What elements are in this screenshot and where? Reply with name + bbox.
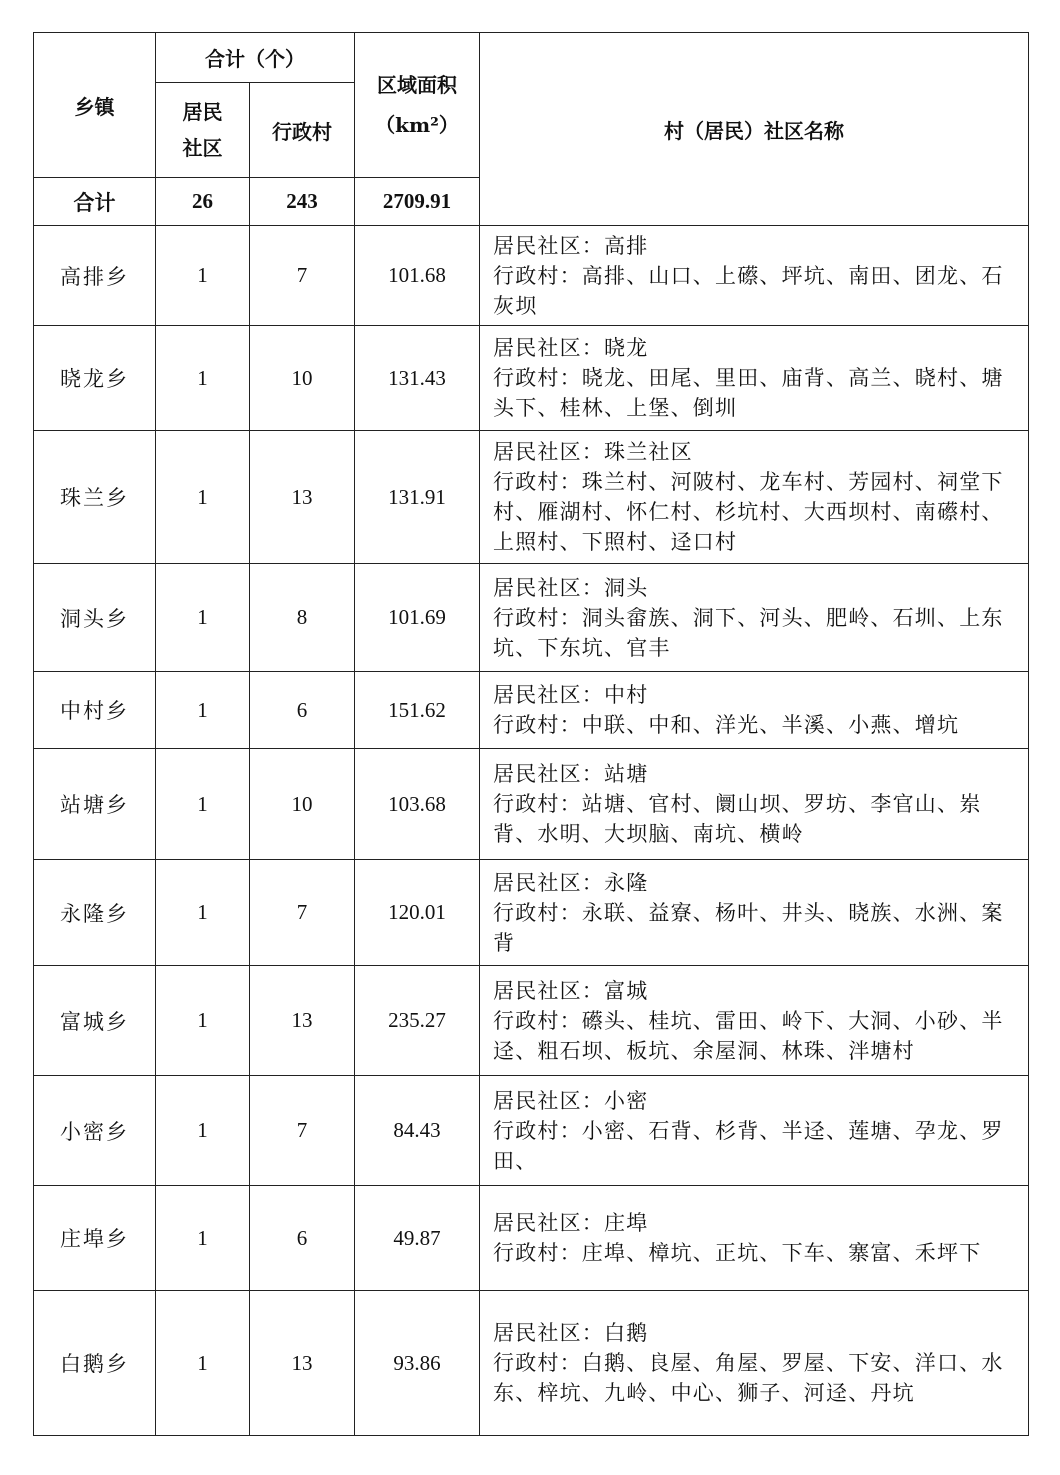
community-line: 居民社区：珠兰社区 (493, 440, 693, 464)
community-count: 1 (156, 564, 250, 672)
village-line: 行政村：珠兰村、河陂村、龙车村、芳园村、祠堂下村、雁湖村、怀仁村、杉坑村、大西坝村、南礤村、上照村、下照村、迳口村 (493, 470, 1004, 554)
community-line: 居民社区：白鹅 (493, 1321, 649, 1345)
names-cell (480, 966, 1029, 1076)
town-cell: 中村乡 (34, 672, 156, 749)
names-cell (480, 1076, 1029, 1186)
header-community: 居民社区 (156, 83, 250, 178)
area-value: 235.27 (355, 966, 480, 1076)
village-count: 7 (250, 226, 355, 326)
total-village: 243 (250, 178, 355, 226)
header-area-unit: （km²） (375, 113, 459, 137)
table-row (34, 564, 1029, 672)
village-line: 行政村：庄埠、樟坑、正坑、下车、寨富、禾坪下 (493, 1241, 982, 1265)
community-count: 1 (156, 226, 250, 326)
community-line: 居民社区：站塘 (493, 762, 649, 786)
table-row (34, 431, 1029, 564)
community-line: 居民社区：永隆 (493, 870, 649, 895)
table-row (34, 966, 1029, 1076)
village-count: 13 (250, 1291, 355, 1436)
table-row (34, 1291, 1029, 1436)
table-row (34, 860, 1029, 966)
village-count: 6 (250, 1186, 355, 1291)
village-community-table (33, 32, 1029, 1436)
village-line: 行政村：高排、山口、上礤、坪坑、南田、团龙、石灰坝 (493, 263, 1004, 318)
village-count: 7 (250, 860, 355, 966)
names-cell (480, 672, 1029, 749)
community-count: 1 (156, 1186, 250, 1291)
village-count: 10 (250, 749, 355, 860)
community-line: 居民社区：小密 (493, 1088, 649, 1113)
table-row (34, 1186, 1029, 1291)
header-town: 乡镇 (34, 33, 156, 178)
village-count: 6 (250, 672, 355, 749)
town-cell: 珠兰乡 (34, 431, 156, 564)
community-count: 1 (156, 431, 250, 564)
header-total-count: 合计（个） (156, 33, 355, 83)
names-cell (480, 860, 1029, 966)
names-cell (480, 1291, 1029, 1436)
area-value: 84.43 (355, 1076, 480, 1186)
village-count: 13 (250, 431, 355, 564)
village-line: 行政村：永联、益寮、杨叶、井头、晓族、水洲、案背 (493, 900, 1004, 955)
village-line: 行政村：礤头、桂坑、雷田、岭下、大洞、小砂、半迳、粗石坝、板坑、余屋洞、林珠、泮塘村 (493, 1008, 1004, 1063)
names-cell (480, 749, 1029, 860)
village-line: 行政村：小密、石背、杉背、半迳、莲塘、孕龙、罗田、 (493, 1118, 1004, 1173)
area-value: 101.69 (355, 564, 480, 672)
community-line: 居民社区：洞头 (493, 575, 649, 600)
community-count: 1 (156, 326, 250, 431)
area-value: 131.91 (355, 431, 480, 564)
area-value: 101.68 (355, 226, 480, 326)
community-line: 居民社区：富城 (493, 978, 649, 1003)
village-count: 7 (250, 1076, 355, 1186)
town-cell: 永隆乡 (34, 860, 156, 966)
village-line: 行政村：站塘、官村、阛山坝、罗坊、李官山、岽背、水明、大坝脑、南坑、横岭 (493, 792, 982, 846)
community-count: 1 (156, 1076, 250, 1186)
village-count: 13 (250, 966, 355, 1076)
area-value: 151.62 (355, 672, 480, 749)
town-cell: 站塘乡 (34, 749, 156, 860)
village-line: 行政村：白鹅、良屋、角屋、罗屋、下安、洋口、水东、梓坑、九岭、中心、狮子、河迳、丹坑 (493, 1351, 1004, 1405)
community-line: 居民社区：高排 (493, 233, 649, 258)
table-row (34, 226, 1029, 326)
header-names: 村（居民）社区名称 (480, 33, 1029, 226)
total-community: 26 (156, 178, 250, 226)
village-count: 10 (250, 326, 355, 431)
table-row (34, 749, 1029, 860)
town-cell: 高排乡 (34, 226, 156, 326)
community-line: 居民社区：庄埠 (493, 1211, 649, 1235)
town-cell: 庄埠乡 (34, 1186, 156, 1291)
names-cell (480, 564, 1029, 672)
town-cell: 富城乡 (34, 966, 156, 1076)
table-row (34, 326, 1029, 431)
town-cell: 晓龙乡 (34, 326, 156, 431)
community-count: 1 (156, 966, 250, 1076)
area-value: 131.43 (355, 326, 480, 431)
community-count: 1 (156, 860, 250, 966)
village-count: 8 (250, 564, 355, 672)
area-value: 120.01 (355, 860, 480, 966)
area-value: 103.68 (355, 749, 480, 860)
names-cell (480, 226, 1029, 326)
header-area (355, 33, 480, 178)
village-line: 行政村：中联、中和、洋光、半溪、小燕、增坑 (493, 713, 960, 737)
village-line: 行政村：晓龙、田尾、里田、庙背、高兰、晓村、塘头下、桂林、上堡、倒圳 (493, 366, 1004, 420)
names-cell (480, 326, 1029, 431)
area-value: 93.86 (355, 1291, 480, 1436)
community-count: 1 (156, 1291, 250, 1436)
village-line: 行政村：洞头畲族、洞下、河头、肥岭、石圳、上东坑、下东坑、官丰 (493, 605, 1004, 660)
names-cell (480, 431, 1029, 564)
town-cell: 小密乡 (34, 1076, 156, 1186)
table-row (34, 1076, 1029, 1186)
total-label: 合计 (34, 178, 156, 226)
header-village: 行政村 (250, 83, 355, 178)
community-line: 居民社区：晓龙 (493, 336, 649, 360)
names-cell (480, 1186, 1029, 1291)
community-count: 1 (156, 672, 250, 749)
town-cell: 洞头乡 (34, 564, 156, 672)
header-area-label: 区域面积 (377, 73, 457, 97)
header-row-1 (34, 33, 1029, 83)
town-cell: 白鹅乡 (34, 1291, 156, 1436)
table-row (34, 672, 1029, 749)
total-area: 2709.91 (355, 178, 480, 226)
area-value: 49.87 (355, 1186, 480, 1291)
community-count: 1 (156, 749, 250, 860)
community-line: 居民社区：中村 (493, 683, 649, 707)
